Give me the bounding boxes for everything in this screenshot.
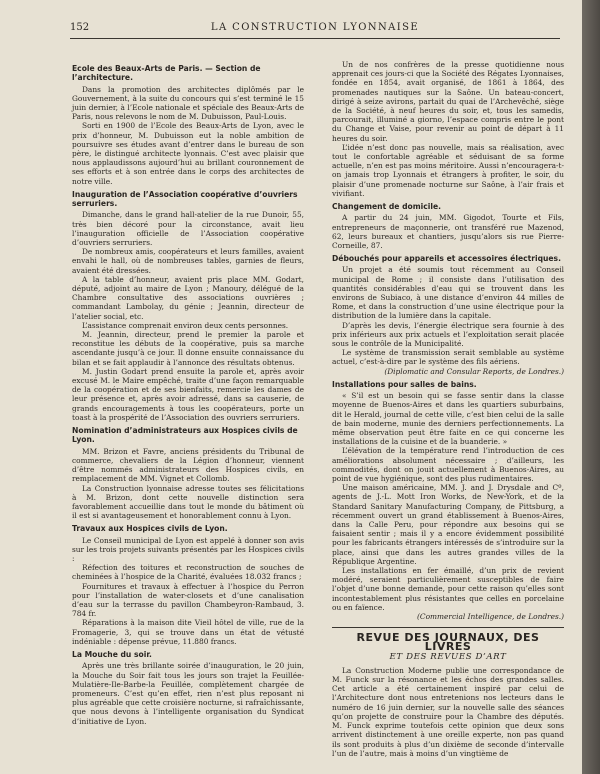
revue-title: REVUE DES JOURNAUX, DES LIVRES [356,631,540,654]
article [72,64,304,186]
article-paragraph: L’élévation de la température rend l’introduction de ces améliorations absolument nécessaire ; d’ailleurs, les commodités, dont on jouit actuellement à Buenos-Aires, au point de vue hygiénique, sont des plus rudimentaires. [332,446,564,484]
article [72,190,304,422]
right-column-articles [332,60,564,621]
article-paragraph: L’assistance comprenait environ deux cents personnes. [82,320,289,330]
article-paragraph: « S’il est un besoin qui se fasse sentir dans la classe moyenne de Buenos-Aires et dans les quartiers suburbains, dit le Herald, journal de cette ville, c’est bien celui de la salle de bain moderne, munie des derniers perfectionnements. La même observation peut être faite en ce qui concerne les installations de la cuisine et de la buanderie. » [332,391,564,447]
article-heading: Changement de domicile. [332,202,441,212]
article-paragraph: Un de nos confrères de la presse quotidienne nous apprenait ces jours-ci que la Société des Régates Lyonnaises, fondée en 1854, avait organisé, de 1861 à 1864, des promenades nautiques sur la Saône. Un bateau-concert, dirigé à seize avirons, partait du quai de l’Archevêché, siège de la Société, à neuf heures du soir, et, tous les samedis, parcourait, illuminé a giorno, l’espace compris entre le pont du Change et Vaise, pour revenir au point de départ à 11 heures du soir. [332,60,564,143]
article-paragraph: De nombreux amis, coopérateurs et leurs familles, avaient envahi le hall, où de nombreuses tables, garnies de fleurs, avaient été dressées. [72,247,304,275]
article-paragraph: La Construction lyonnaise adresse toutes ses félicitations à M. Brizon, dont cette nouvelle distinction sera favorablement accueillie dans tout le monde du bâtiment où il est si avantageusement et honorablement connu à Lyon. [72,483,304,521]
revue-section-heading [332,627,564,662]
article [332,380,564,621]
article [72,650,304,726]
article-paragraph: Réfection des toitures et reconstruction de souches de cheminées à l’hospice de la Charité, évaluées 18.032 francs ; [72,563,304,582]
page-edge [582,0,600,774]
left-column [72,60,304,726]
right-column [332,60,564,758]
article-heading: Nomination d’administrateurs aux Hospices civils de Lyon. [72,426,298,445]
article-paragraph: L’idée n’est donc pas nouvelle, mais sa réalisation, avec tout le confortable agréable et séduisant de sa forme actuelle, n’en est pas moins méritoire. Aussi n’encouragera-t-on jamais trop Lyonnais et étrangers à profiter, le soir, du plaisir d’une promenade nocturne sur Saône, à l’air frais et vivifiant. [332,142,564,198]
page-number: 152 [70,22,90,33]
article-paragraph: Les installations en fer émaillé, d’un prix de revient modéré, seraient particulièrement susceptibles de faire l’objet d’une bonne demande, pour cette raison qu’elles sont incontestablement plus résistantes que celles en porcelaine ou en faïence. [332,566,564,612]
article-heading: Installations pour salles de bains. [332,379,477,389]
article-paragraph: Après une très brillante soirée d’inauguration, le 20 juin, la Mouche du Soir fait tous les jours son trajet la Feuillée-Mulatière-Ile-Barbe-la Feuillée, complètement chargée de promeneurs. C’est qu’en effet, rien n’est plus reposant ni plus agréable que cette croisière nocturne, si rafraîchissante, que nous devons à l’intelligente organisation du Syndicat d’initiative de Lyon. [72,661,304,726]
article-paragraph: D’après les devis, l’énergie électrique sera fournie à des prix inférieurs aux prix actuels et l’exploitation serait placée sous le contrôle de la Municipalité. [332,320,564,349]
article-paragraph: M. Jeannin, directeur, prend le premier la parole et reconstitue les débuts de la coopérative, puis sa marche ascendante jusqu’à ce jour. Il donne ensuite connaissance du bilan et se fait applaudir à l’annonce des résultats obtenus. [72,330,304,367]
article-paragraph: Fournitures et travaux à effectuer à l’hospice du Perron pour l’installation de water-closets et d’une canalisation d’eau sur la terrasse du pavillon Chambeyron-Rambaud, 3. 784 fr. [72,581,304,619]
article-paragraph: Un projet a été soumis tout récemment au Conseil municipal de Rome ; il consiste dans l’utilisation des quantités considérables d’eau qui se trouvent dans les environs de Subiaco, à une distance d’environ 44 milles de Rome, et dans la construction d’une usine électrique pour la distribution de la lumière dans la capitale. [332,265,564,321]
revue-subtitle: ET DES REVUES D’ART [389,651,507,662]
article-paragraph: Dimanche, dans le grand hall-atelier de la rue Dunoir, 55, très bien décoré pour la circonstance, avait lieu l’inauguration officielle de l’Association coopérative d’ouvriers serruriers. [72,210,304,248]
article-paragraph: Réparations à la maison dite Vieil hôtel de ville, rue de la Fromagerie, 3, qui se trouve dans un état de vétusté indéniable : dépense prévue, 11.880 francs. [72,618,304,646]
article-paragraph: Sorti en 1900 de l’Ecole des Beaux-Arts de Lyon, avec le prix d’honneur, M. Dubuisson eut la noble ambition de poursuivre ses études avant d’entrer dans le bureau de son père, le distingué architecte lyonnais. C’est avec plaisir que nous applaudissons aujourd’hui au brillant couronnement de ses efforts et à son entrée dans le corps des architectes de notre ville. [72,121,304,186]
article-heading: Inauguration de l’Association coopérative d’ouvriers serruriers. [72,189,298,209]
article [332,254,564,376]
article [72,426,304,520]
revue-paragraph: La Construction Moderne publie une correspondance de M. Funck sur la résonance et les échos des grandes salles. Cet article a été certainement inspiré par celui de l’Architecture dont nous entretenions nos lecteurs dans le numéro de 16 juin dernier, sur la nouvelle salle des séances qu’on projette de construire pour la Chambre des députés. M. Funck exprime toutefois cette opinion que deux sons arrivent distinctement à une oreille experte, non pas quand ils sont produits à plus d’un dixième de seconde d’intervalle l’un de l’autre, mais à moins d’un vingtième de [332,665,564,758]
article-paragraph: MM. Brizon et Favre, anciens présidents du Tribunal de commerce, chevaliers de la Légion d’honneur, viennent d’être nommés administrateurs des Hospices civils, en remplacement de MM. Vignet et Collomb. [72,446,304,484]
article [72,524,304,646]
article-paragraph: M. Justin Godart prend ensuite la parole et, après avoir excusé M. le Maire empêché, traite d’une façon remarquable de la coopération et de ses bienfaits, remercie les dames de leur présence et, après avoir adressé, dans sa causerie, de grands encouragements à tous les coopérateurs, porte un toast à la prospérité de l’Association des ouvriers serruriers. [72,366,304,422]
article [332,60,564,198]
header-rule [70,38,560,39]
article-paragraph: A partir du 24 juin, MM. Gigodot, Tourte et Fils, entrepreneurs de maçonnerie, ont transféré rue Mazenod, 62, leurs bureaux et chantiers, jusqu’alors sis rue Pierre-Corneille, 87. [332,213,564,250]
article-heading: Débouchés pour appareils et accessoires électriques. [332,254,561,264]
article-paragraph: Le système de transmission serait semblable au système actuel, c’est-à-dire par le système des fils aériens. [332,348,564,367]
article-heading: Travaux aux Hospices civils de Lyon. [72,524,228,534]
article-source: (Commercial Intelligence, de Londres.) [417,612,564,622]
article-paragraph: A la table d’honneur, avaient pris place MM. Godart, député, adjoint au maire de Lyon ; Manoury, délégué de la Chambre consultative des associations ouvrières ; commandant Lambolay, du génie ; Jeannin, directeur de l’atelier social, etc. [72,274,304,321]
page-header [70,22,560,36]
article-paragraph: Le Conseil municipal de Lyon est appelé à donner son avis sur les trois projets suivants présentés par les Hospices civils : [72,535,304,564]
journal-title: LA CONSTRUCTION LYONNAISE [210,22,420,33]
article [332,202,564,250]
article-heading: La Mouche du soir. [72,650,152,660]
article-paragraph: Une maison américaine, MM. J. and J. Drysdale and Cº, agents de J.-L. Mott Iron Works, de New-York, et de la Standard Sanitary Manufacturing Company, de Pittsburg, a récemment ouvert un grand établissement à Buenos-Aires, dans la Calle Peru, pour répondre aux besoins qui se faisaient sentir ; mais il y a encore évidemment possibilité pour les fabricants étrangers intéressés de s’introduire sur la place, ainsi que dans les autres grandes villes de la République Argentine. [332,483,564,566]
article-source: (Diplomatic and Consular Reports, de Londres.) [384,366,564,376]
article-paragraph: Dans la promotion des architectes diplômés par le Gouvernement, à la suite du concours qui s’est terminé le 15 juin dernier, à l’Ecole nationale et spéciale des Beaux-Arts de Paris, nous relevons le nom de M. Dubuisson, Paul-Louis. [72,84,304,122]
article-heading: Ecole des Beaux-Arts de Paris. — Section de l’architecture. [72,64,261,83]
revue-body [332,666,564,758]
